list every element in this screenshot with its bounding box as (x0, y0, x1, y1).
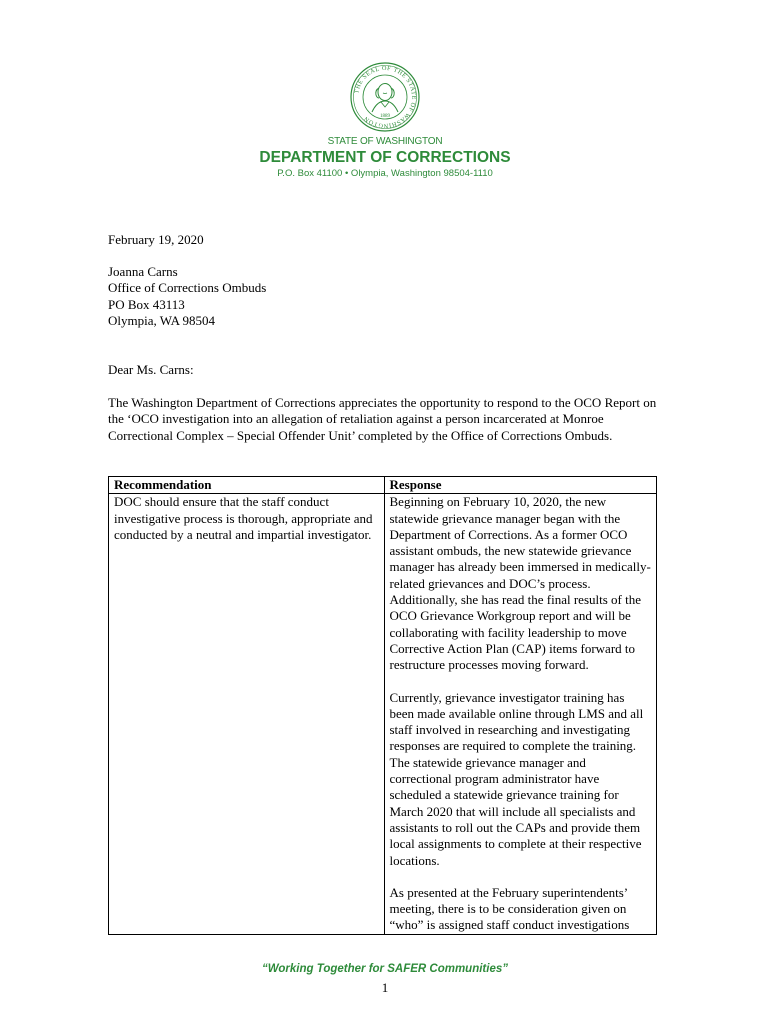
recipient-line: Office of Corrections Ombuds (108, 280, 267, 296)
response-cell (384, 494, 657, 934)
department-address: P.O. Box 41100 • Olympia, Washington 98504-1110 (277, 168, 493, 179)
state-name: STATE OF WASHINGTON (327, 136, 443, 147)
recommendation-table (108, 476, 657, 935)
response-paragraph-3: As presented at the February superintendents’ meeting, there is to be consideration given on “who” is assigned staff conduct investigations (389, 884, 630, 933)
svg-text:THE SEAL OF THE STATE OF WASHI: THE SEAL OF THE STATE OF WASHINGTON (353, 64, 418, 130)
recommendation-cell (109, 494, 385, 934)
footer-slogan: “Working Together for SAFER Communities” (262, 963, 508, 975)
recipient-line: Olympia, WA 98504 (108, 312, 216, 328)
header-response: Response (384, 477, 657, 494)
response-paragraph-2: Currently, grievance investigator training has been made available online through LMS and all staff involved in researching and investigating responses are required to complete the training. The statewide grievance manager and correctional program administrator have scheduled a statewide grievance training for March 2020 that will include all specialists and assistants to roll out the CAPs and provide them local assignments to complete at their respective locations. (389, 689, 644, 868)
recipient-line: PO Box 43113 (108, 296, 185, 312)
recommendation-text: DOC should ensure that the staff conduct investigative process is thorough, appropriate and conducted by a neutral and impartial investigator. (114, 494, 373, 542)
state-seal-icon (350, 62, 420, 132)
header-recommendation: Recommendation (109, 477, 385, 494)
letter-date: February 19, 2020 (108, 232, 204, 247)
table-row (109, 494, 657, 934)
response-paragraph-1: Beginning on February 10, 2020, the new statewide grievance manager began with the Department of Corrections. As a former OCO assistant ombuds, the new statewide grievance manager has already been immersed in medically-related grievances and DOC’s process. Additionally, she has read the final results of the OCO Grievance Workgroup report and will be collaborating with facility leadership to move Corrective Action Plan (CAP) items forward to restructure processes moving forward. (389, 494, 651, 673)
department-name: DEPARTMENT OF CORRECTIONS (259, 149, 511, 166)
intro-paragraph: The Washington Department of Corrections appreciates the opportunity to respond to the OCO Report on the ‘OCO investigation into an allegation of retaliation against a person incarcerated at Monroe Correctional Complex – Special Offender Unit’ completed by the Office of Corrections Ombuds. (108, 395, 657, 443)
table-header-row (109, 477, 657, 494)
salutation: Dear Ms. Carns: (108, 362, 194, 377)
recipient-line: Joanna Carns (108, 264, 178, 279)
page-number: 1 (381, 980, 389, 995)
svg-text:1889: 1889 (380, 114, 390, 119)
recipient-address (108, 264, 266, 329)
